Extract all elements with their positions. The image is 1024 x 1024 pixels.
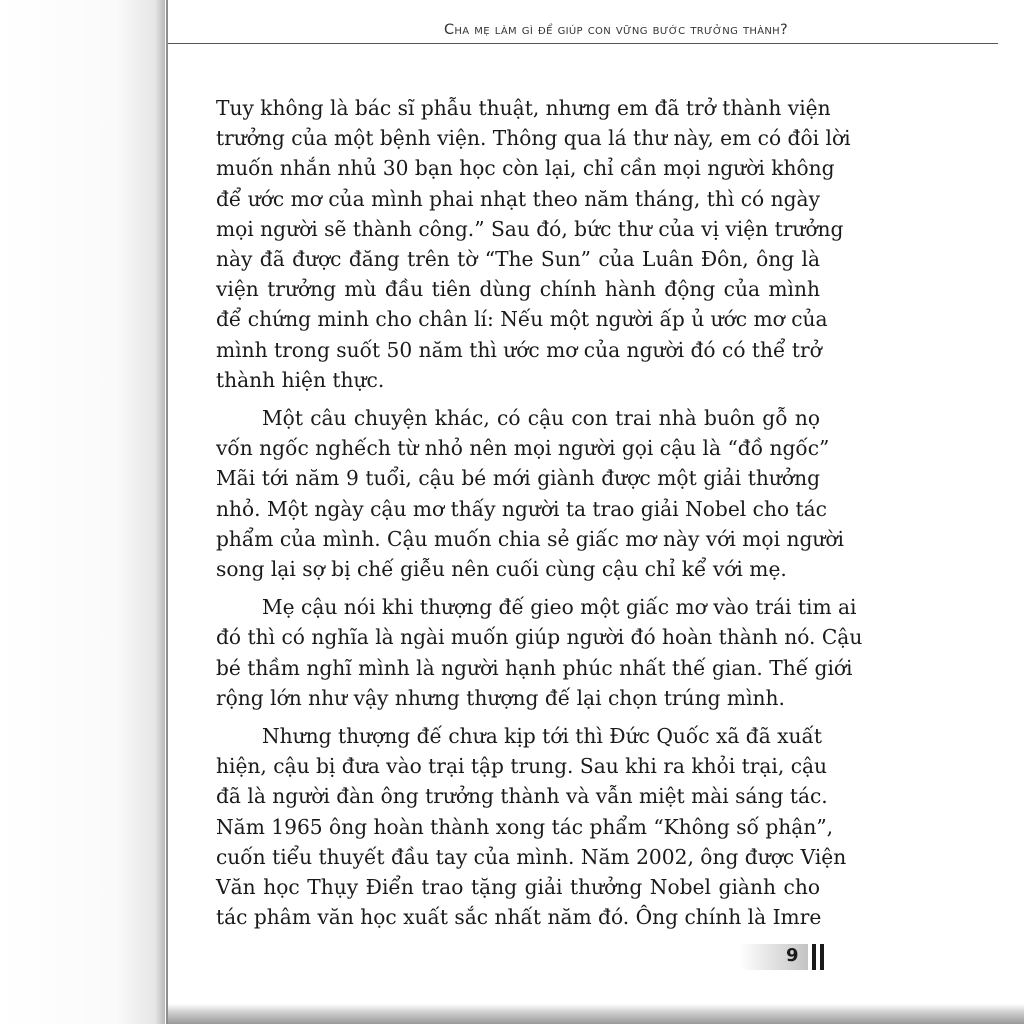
text-line: mọi người sẽ thành công.” Sau đó, bức thư của vị viện trưởng [216, 216, 844, 241]
text-line: cuốn tiểu thuyết đầu tay của mình. Năm 2002, ông được Viện [216, 844, 847, 869]
text-line: song lại sợ bị chế giễu nên cuối cùng cậu chỉ kể với mẹ. [216, 557, 787, 582]
text-line: đã là người đàn ông trưởng thành và vẫn miệt mài sáng tác. [216, 784, 828, 809]
running-header: Cha mẹ làm gì để giúp con vững bước trưởng thành? [443, 22, 788, 38]
paragraph-2 [216, 403, 844, 584]
page-bottom-shadow [168, 1004, 1024, 1024]
text-line: đó thì có nghĩa là ngài muốn giúp người đó hoàn thành nó. Cậu [216, 625, 863, 650]
folio-bar [812, 944, 816, 970]
text-line: Năm 1965 ông hoàn thành xong tác phẩm “Không số phận”, [216, 814, 834, 839]
text-line: nhỏ. Một ngày cậu mơ thấy người ta trao giải Nobel cho tác [216, 496, 827, 521]
paragraph-3 [216, 592, 863, 713]
text-line: để ước mơ của mình phai nhạt theo năm tháng, thì có ngày [216, 186, 820, 211]
text-line: này đã được đăng trên tờ “The Sun” của Luân Đôn, ông là [216, 247, 820, 272]
text-line: Mẹ cậu nói khi thượng đế gieo một giấc mơ vào trái tim ai [262, 595, 857, 620]
text-line: Văn học Thụy Điển trao tặng giải thưởng Nobel giành cho [216, 875, 820, 900]
text-line: để chứng minh cho chân lí: Nếu một người ấp ủ ước mơ của [216, 307, 828, 332]
text-line: Một câu chuyện khác, có cậu con trai nhà buôn gỗ nọ [262, 406, 820, 431]
text-line: Nhưng thượng đế chưa kịp tới thì Đức Quốc xã đã xuất [262, 724, 823, 749]
text-line: thành hiện thực. [216, 367, 385, 392]
text-line: Mãi tới năm 9 tuổi, cậu bé mới giành được một giải thưởng [216, 466, 820, 491]
text-line: trưởng của một bệnh viện. Thông qua lá thư này, em có đôi lời [216, 126, 851, 151]
text-line: viện trưởng mù đầu tiên dùng chính hành động của mình [216, 277, 820, 302]
text-line: phẩm của mình. Cậu muốn chia sẻ giấc mơ này với mọi người [216, 526, 844, 551]
page-gutter [0, 0, 165, 1024]
text-line: mình trong suốt 50 năm thì ước mơ của người đó có thể trở [216, 337, 822, 362]
text-line: tác phâm văn học xuất sắc nhất năm đó. Ông chính là Imre [216, 905, 822, 930]
body-text [216, 93, 863, 940]
paragraph-1 [216, 93, 851, 395]
header-rule [168, 43, 998, 44]
page-edge [166, 0, 168, 1024]
text-line: Tuy không là bác sĩ phẫu thuật, nhưng em đã trở thành viện [216, 96, 831, 120]
paragraph-4 [216, 721, 847, 932]
text-line: bé thầm nghĩ mình là người hạnh phúc nhất thế gian. Thế giới [216, 655, 853, 680]
page-number: 9 [786, 945, 799, 966]
text-line: rộng lớn như vậy nhưng thượng đế lại chọn trúng mình. [216, 685, 785, 710]
folio-bar [820, 944, 824, 970]
text-line: muốn nhắn nhủ 30 bạn học còn lại, chỉ cần mọi người không [216, 156, 835, 181]
text-line: vốn ngốc nghếch từ nhỏ nên mọi người gọi cậu là “đồ ngốc” [216, 436, 830, 461]
text-line: hiện, cậu bị đưa vào trại tập trung. Sau khi ra khỏi trại, cậu [216, 754, 828, 779]
